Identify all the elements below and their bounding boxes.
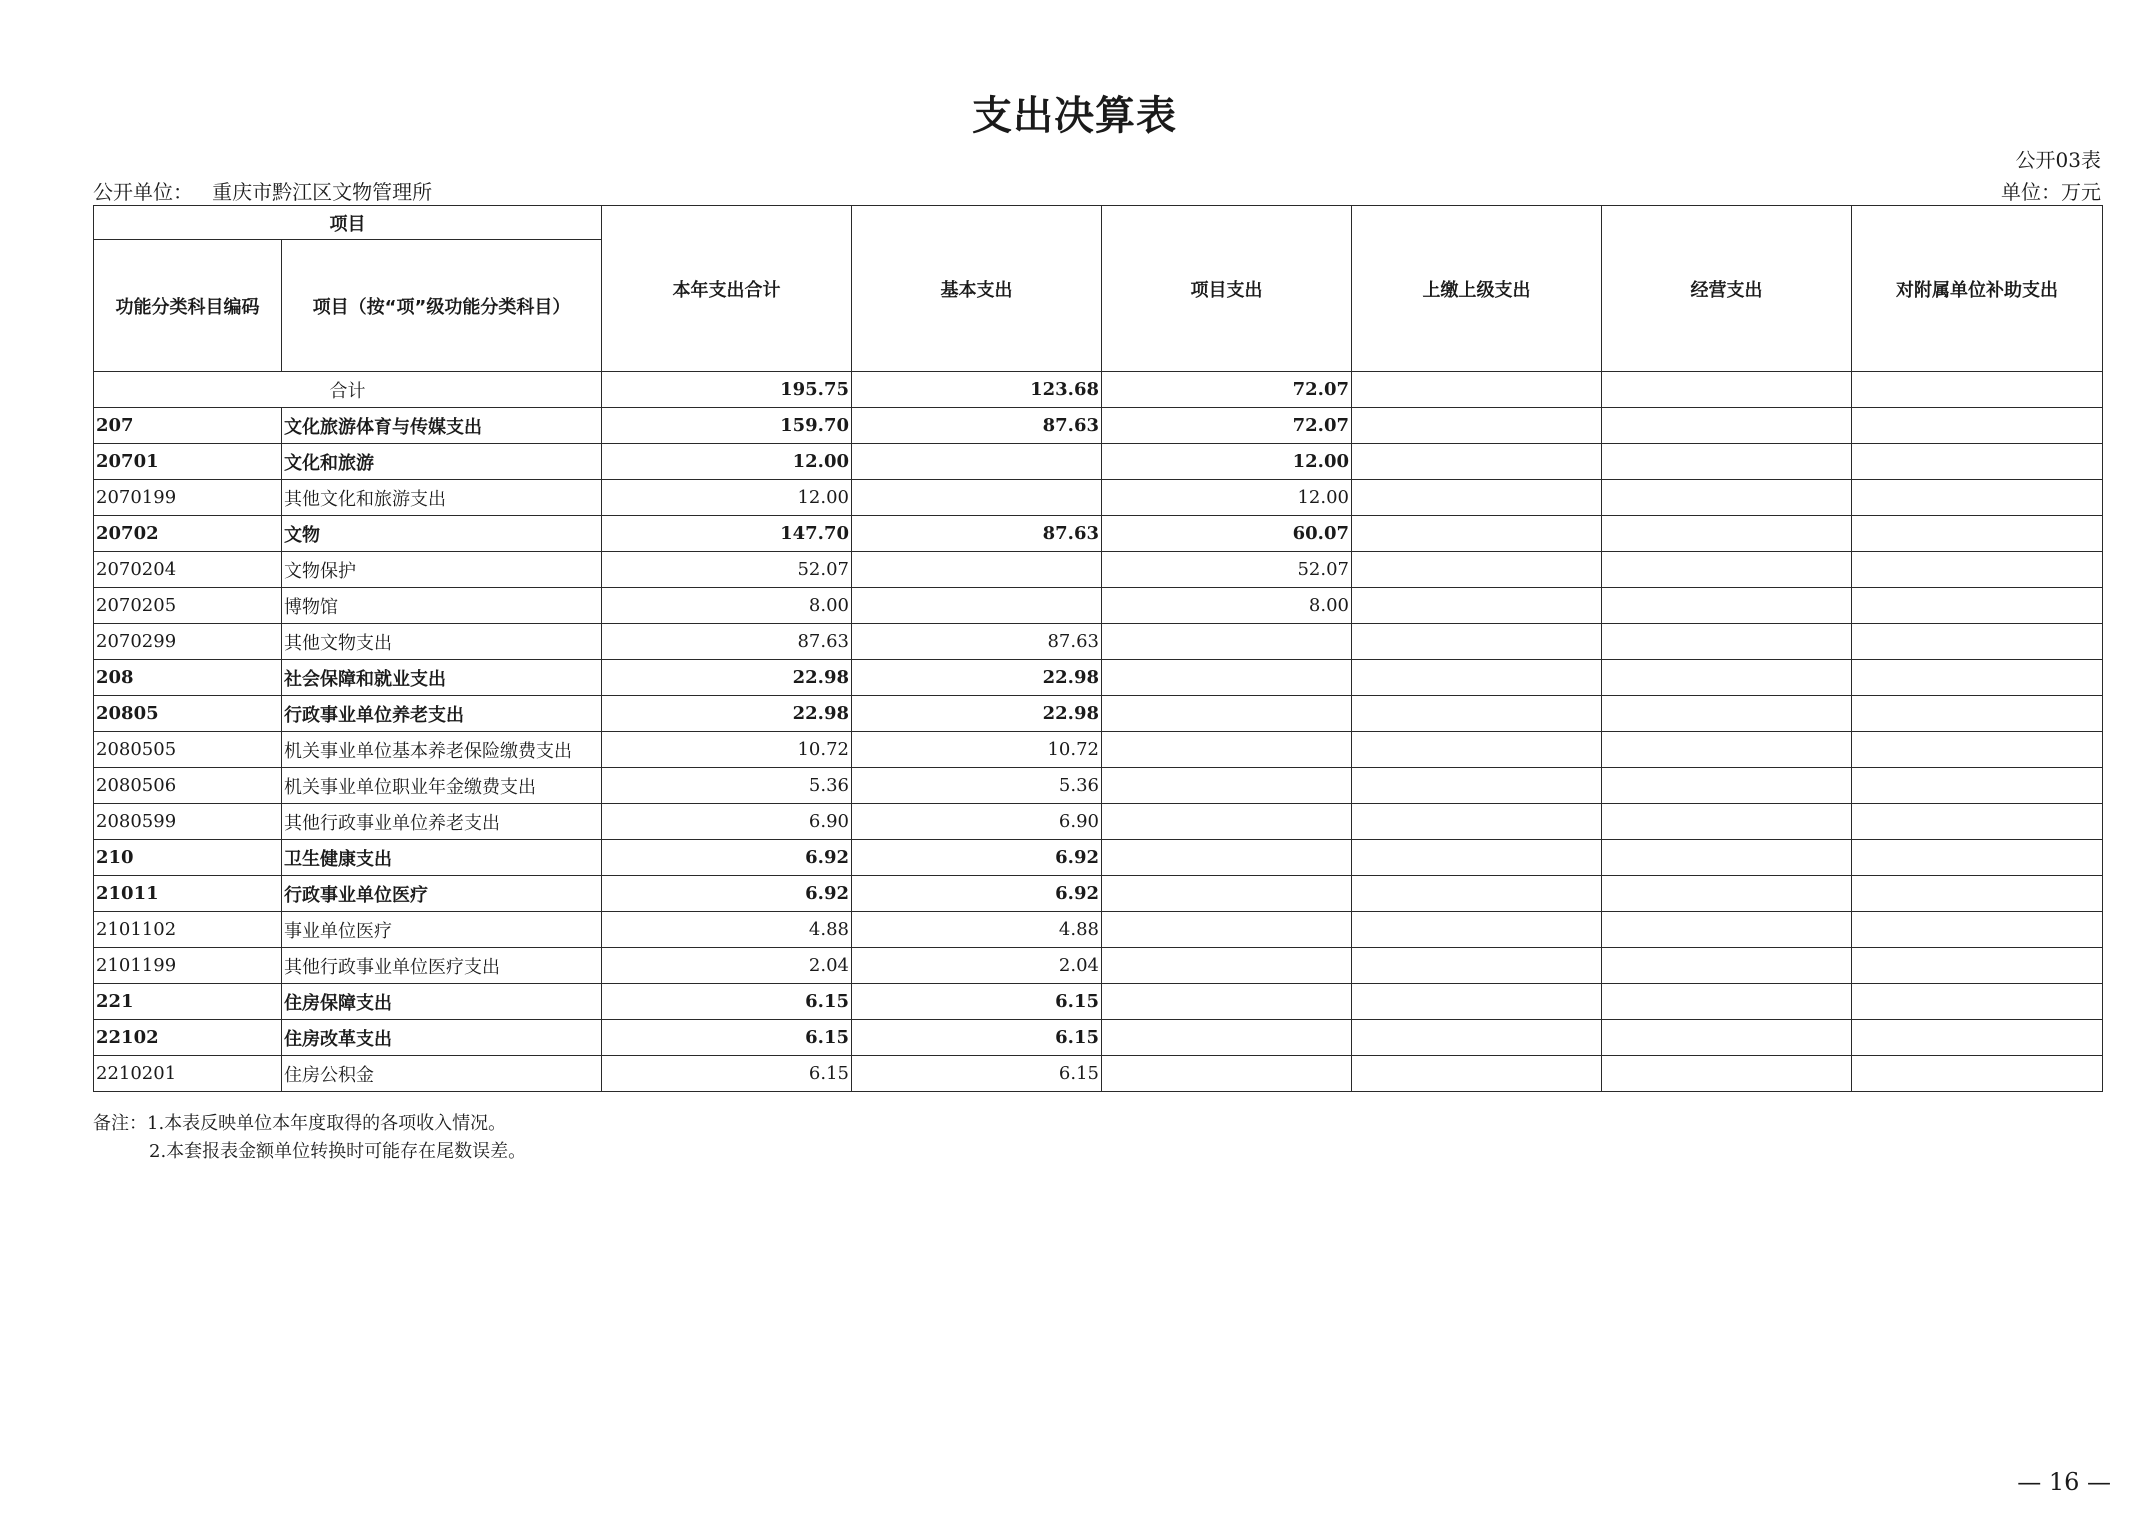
cell-subsidiary [1852,984,2103,1020]
cell-code: 20701 [94,444,282,480]
cell-total: 8.00 [602,588,852,624]
cell-code: 20702 [94,516,282,552]
org-name: 重庆市黔江区文物管理所 [212,180,433,204]
cell-code: 22102 [94,1020,282,1056]
cell-basic: 6.92 [852,876,1102,912]
table-row [94,804,2103,840]
unit-info-line [93,176,2101,202]
cell-project [1102,624,1352,660]
cell-superior [1352,804,1602,840]
cell-basic: 6.15 [852,1056,1102,1092]
cell-total: 12.00 [602,444,852,480]
cell-name: 博物馆 [282,588,602,624]
cell-name: 社会保障和就业支出 [282,660,602,696]
cell-project: 60.07 [1102,516,1352,552]
cell-name: 事业单位医疗 [282,912,602,948]
currency-unit: 单位：万元 [2001,180,2101,204]
cell-code: 2070204 [94,552,282,588]
table-row [94,1020,2103,1056]
cell-total: 159.70 [602,408,852,444]
table-body [94,372,2103,1092]
cell-subsidiary [1852,840,2103,876]
header-business: 经营支出 [1602,206,1852,372]
cell-project [1102,768,1352,804]
header-code: 功能分类科目编码 [94,240,282,372]
table-row [94,480,2103,516]
cell-basic: 87.63 [852,408,1102,444]
cell-basic [852,444,1102,480]
cell-project [1102,1056,1352,1092]
total-cell-total: 195.75 [602,372,852,408]
cell-subsidiary [1852,768,2103,804]
cell-name: 住房保障支出 [282,984,602,1020]
cell-code: 2080599 [94,804,282,840]
cell-superior [1352,1020,1602,1056]
cell-total: 22.98 [602,660,852,696]
table-row [94,840,2103,876]
cell-superior [1352,444,1602,480]
cell-name: 其他行政事业单位养老支出 [282,804,602,840]
cell-name: 机关事业单位职业年金缴费支出 [282,768,602,804]
cell-business [1602,552,1852,588]
cell-code: 21011 [94,876,282,912]
cell-code: 20805 [94,696,282,732]
total-cell-business [1602,372,1852,408]
cell-superior [1352,408,1602,444]
cell-basic: 4.88 [852,912,1102,948]
cell-business [1602,516,1852,552]
table-row [94,444,2103,480]
cell-business [1602,876,1852,912]
header-subsidiary: 对附属单位补助支出 [1852,206,2103,372]
cell-total: 4.88 [602,912,852,948]
cell-name: 机关事业单位基本养老保险缴费支出 [282,732,602,768]
cell-basic: 10.72 [852,732,1102,768]
expenditure-table [93,205,2103,1092]
cell-superior [1352,1056,1602,1092]
cell-subsidiary [1852,1056,2103,1092]
table-row [94,624,2103,660]
cell-subsidiary [1852,588,2103,624]
cell-superior [1352,516,1602,552]
cell-subsidiary [1852,516,2103,552]
cell-project [1102,696,1352,732]
cell-basic: 22.98 [852,696,1102,732]
cell-project [1102,1020,1352,1056]
cell-total: 52.07 [602,552,852,588]
cell-name: 行政事业单位医疗 [282,876,602,912]
cell-subsidiary [1852,912,2103,948]
cell-project [1102,948,1352,984]
cell-business [1602,696,1852,732]
table-row [94,516,2103,552]
cell-basic: 6.90 [852,804,1102,840]
cell-subsidiary [1852,552,2103,588]
cell-name: 其他文物支出 [282,624,602,660]
cell-code: 210 [94,840,282,876]
cell-total: 6.15 [602,984,852,1020]
cell-business [1602,804,1852,840]
cell-code: 2101199 [94,948,282,984]
cell-superior [1352,732,1602,768]
note-1: 备注：1.本表反映单位本年度取得的各项收入情况。 [93,1113,507,1134]
cell-business [1602,408,1852,444]
cell-basic: 87.63 [852,516,1102,552]
cell-name: 文化旅游体育与传媒支出 [282,408,602,444]
total-label: 合计 [94,372,602,408]
form-number: 公开03表 [2015,148,2101,172]
cell-code: 2080506 [94,768,282,804]
cell-superior [1352,624,1602,660]
cell-subsidiary [1852,444,2103,480]
cell-code: 208 [94,660,282,696]
cell-total: 147.70 [602,516,852,552]
cell-business [1602,912,1852,948]
cell-total: 2.04 [602,948,852,984]
table-row [94,984,2103,1020]
cell-code: 207 [94,408,282,444]
cell-name: 卫生健康支出 [282,840,602,876]
cell-subsidiary [1852,624,2103,660]
cell-total: 6.90 [602,804,852,840]
cell-business [1602,1056,1852,1092]
org-label: 公开单位： [93,180,193,204]
note-2: 2.本套报表金额单位转换时可能存在尾数误差。 [149,1141,527,1162]
cell-subsidiary [1852,480,2103,516]
cell-superior [1352,948,1602,984]
cell-project: 12.00 [1102,444,1352,480]
cell-superior [1352,912,1602,948]
cell-subsidiary [1852,876,2103,912]
cell-total: 10.72 [602,732,852,768]
total-row [94,372,2103,408]
cell-project: 72.07 [1102,408,1352,444]
cell-code: 2210201 [94,1056,282,1092]
table-row [94,876,2103,912]
cell-name: 其他文化和旅游支出 [282,480,602,516]
cell-total: 6.15 [602,1020,852,1056]
cell-name: 文化和旅游 [282,444,602,480]
cell-total: 6.92 [602,876,852,912]
cell-project [1102,840,1352,876]
cell-superior [1352,840,1602,876]
cell-code: 2070205 [94,588,282,624]
cell-subsidiary [1852,804,2103,840]
cell-basic: 6.92 [852,840,1102,876]
header-project: 项目支出 [1102,206,1352,372]
cell-name: 住房公积金 [282,1056,602,1092]
cell-project [1102,804,1352,840]
cell-superior [1352,552,1602,588]
cell-name: 文物保护 [282,552,602,588]
cell-superior [1352,876,1602,912]
cell-code: 221 [94,984,282,1020]
cell-business [1602,588,1852,624]
cell-subsidiary [1852,408,2103,444]
cell-business [1602,840,1852,876]
cell-basic: 2.04 [852,948,1102,984]
cell-subsidiary [1852,1020,2103,1056]
cell-code: 2070299 [94,624,282,660]
cell-project [1102,732,1352,768]
cell-project [1102,876,1352,912]
cell-business [1602,624,1852,660]
cell-business [1602,444,1852,480]
cell-project: 12.00 [1102,480,1352,516]
cell-superior [1352,660,1602,696]
cell-name: 住房改革支出 [282,1020,602,1056]
cell-total: 87.63 [602,624,852,660]
table-row [94,408,2103,444]
header-item: 项目 [94,206,602,240]
cell-name: 文物 [282,516,602,552]
cell-basic [852,588,1102,624]
total-cell-subsidiary [1852,372,2103,408]
cell-business [1602,984,1852,1020]
table-row [94,552,2103,588]
cell-superior [1352,696,1602,732]
cell-total: 22.98 [602,696,852,732]
table-row [94,588,2103,624]
cell-business [1602,1020,1852,1056]
table-row [94,948,2103,984]
cell-basic: 6.15 [852,1020,1102,1056]
cell-business [1602,660,1852,696]
cell-business [1602,732,1852,768]
cell-business [1602,480,1852,516]
document-title: 支出决算表 [972,93,1177,139]
cell-code: 2101102 [94,912,282,948]
cell-name: 行政事业单位养老支出 [282,696,602,732]
header-superior: 上缴上级支出 [1352,206,1602,372]
cell-superior [1352,984,1602,1020]
cell-superior [1352,480,1602,516]
cell-subsidiary [1852,732,2103,768]
cell-superior [1352,588,1602,624]
table-row [94,696,2103,732]
table-row [94,732,2103,768]
cell-total: 6.92 [602,840,852,876]
cell-subsidiary [1852,948,2103,984]
cell-business [1602,768,1852,804]
cell-basic [852,480,1102,516]
table-row [94,1056,2103,1092]
cell-code: 2070199 [94,480,282,516]
cell-project: 8.00 [1102,588,1352,624]
page-number: — 16 — [2017,1468,2111,1496]
cell-subsidiary [1852,660,2103,696]
header-basic: 基本支出 [852,206,1102,372]
table-header [94,206,2103,372]
cell-name: 其他行政事业单位医疗支出 [282,948,602,984]
header-total: 本年支出合计 [602,206,852,372]
cell-business [1602,948,1852,984]
cell-basic: 87.63 [852,624,1102,660]
table-row [94,912,2103,948]
table-row [94,660,2103,696]
total-cell-project: 72.07 [1102,372,1352,408]
cell-subsidiary [1852,696,2103,732]
total-cell-superior [1352,372,1602,408]
cell-project [1102,984,1352,1020]
header-name: 项目（按“项”级功能分类科目） [282,240,602,372]
cell-basic: 22.98 [852,660,1102,696]
org-info [93,176,432,205]
cell-project [1102,660,1352,696]
cell-total: 6.15 [602,1056,852,1092]
cell-basic: 6.15 [852,984,1102,1020]
cell-total: 12.00 [602,480,852,516]
cell-basic [852,552,1102,588]
cell-project [1102,912,1352,948]
cell-basic: 5.36 [852,768,1102,804]
cell-superior [1352,768,1602,804]
total-cell-basic: 123.68 [852,372,1102,408]
cell-total: 5.36 [602,768,852,804]
cell-project: 52.07 [1102,552,1352,588]
table-row [94,768,2103,804]
notes [93,1110,526,1166]
cell-code: 2080505 [94,732,282,768]
